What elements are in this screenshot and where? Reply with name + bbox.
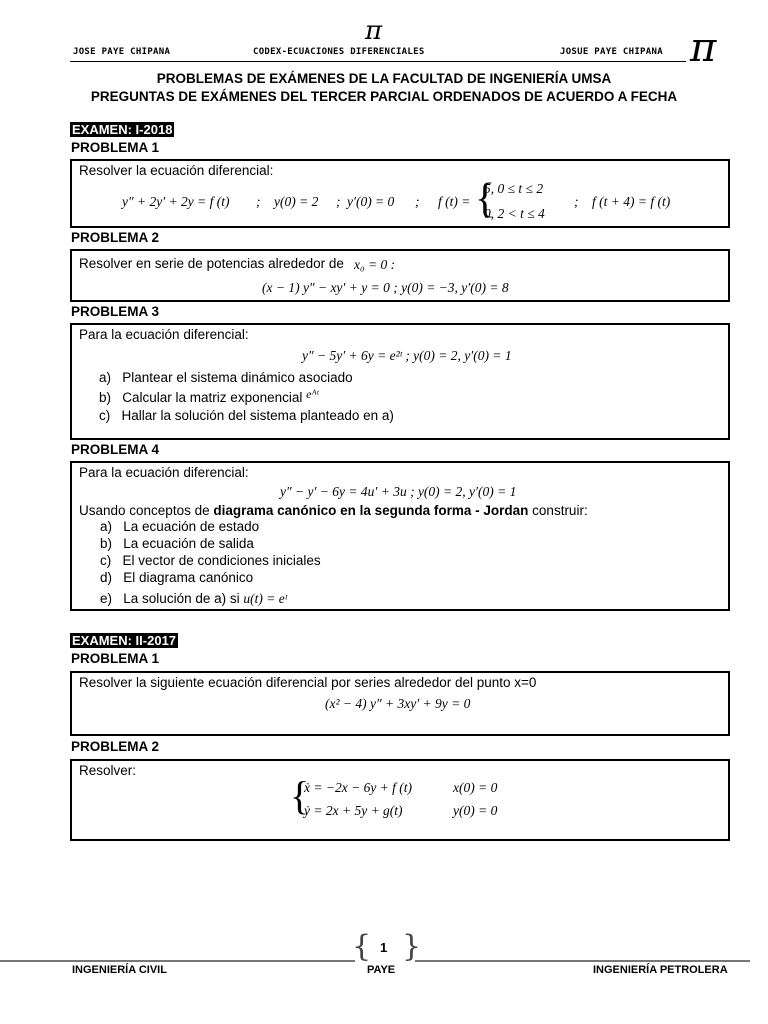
item-text: El vector de condiciones iniciales (122, 553, 321, 568)
item-text: Plantear el sistema dinámico asociado (122, 370, 353, 385)
problem-1-case-2: 0, 2 < t ≤ 4 (484, 206, 545, 221)
problem-4-item-a (100, 519, 259, 534)
problem-3-item-c (99, 408, 394, 423)
bracket-right: } (402, 929, 422, 964)
problem-3-box (70, 323, 730, 440)
problem-1-equation-ii: (x² − 4) y″ + 3xy′ + 9y = 0 (325, 696, 471, 711)
item-label: a) (100, 519, 113, 534)
exam-label-ii-2017: EXAMEN: II-2017 (72, 633, 177, 648)
item-text: La ecuación de salida (123, 536, 254, 551)
item-label: e) (100, 591, 113, 606)
problem-2-ic-2-ii: y(0) = 0 (453, 803, 498, 818)
problem-2-box (70, 249, 730, 302)
problem-1-box (70, 159, 730, 228)
problem-1-text-ii: Resolver la siguiente ecuación diferencial por series alrededor del punto x=0 (79, 675, 537, 690)
problem-2-box-ii (70, 759, 730, 841)
problem-1-heading: PROBLEMA 1 (71, 140, 160, 155)
problem-2-text-ii: Resolver: (79, 763, 137, 778)
item-label: a) (99, 370, 112, 385)
item-label: c) (100, 553, 112, 568)
header-left-author: JOSE PAYE CHIPANA (73, 47, 171, 57)
problem-4-equation: y″ − y′ − 6y = 4u′ + 3u ; y(0) = 2, y′(0) = 1 (280, 484, 517, 499)
item-label: c) (99, 408, 111, 423)
problem-1-ic-1: y(0) = 2 (274, 194, 319, 209)
instruction-bold: diagrama canónico en la segunda forma - Jordan (213, 503, 529, 518)
problem-1-heading-ii: PROBLEMA 1 (71, 651, 160, 666)
item-label: b) (100, 536, 113, 551)
problem-1-sep-4: ; (574, 194, 579, 209)
problem-1-case-1: 5, 0 ≤ t ≤ 2 (484, 181, 544, 196)
footer-rule-right (415, 960, 750, 962)
footer-left: INGENIERÍA CIVIL (72, 964, 167, 976)
footer-center: PAYE (367, 964, 396, 976)
problem-4-text: Para la ecuación diferencial: (79, 465, 249, 480)
page-number: 1 (380, 940, 388, 955)
problem-4-item-d (100, 570, 253, 585)
problem-1-ft-label: f (t) = (438, 194, 471, 209)
footer-rule-left (0, 960, 355, 962)
problem-2-heading-ii: PROBLEMA 2 (71, 739, 160, 754)
bracket-left: { (352, 929, 372, 964)
problem-4-heading: PROBLEMA 4 (71, 442, 160, 457)
problem-3-heading: PROBLEMA 3 (71, 304, 160, 319)
item-text: La solución de a) si (123, 591, 240, 606)
item-text: El diagrama canónico (123, 570, 254, 585)
problem-2-equation-1-ii: ẋ = −2x − 6y + f (t) (304, 780, 413, 795)
problem-2-equation-2-ii: ẏ = 2x + 5y + g(t) (304, 803, 403, 818)
problem-3-text: Para la ecuación diferencial: (79, 327, 249, 342)
exam-label-i-2018: EXAMEN: I-2018 (72, 122, 173, 137)
header-pi-right-icon: π (690, 25, 717, 71)
problem-2-heading: PROBLEMA 2 (71, 230, 160, 245)
page-title-line-1: PROBLEMAS DE EXÁMENES DE LA FACULTAD DE INGENIERÍA UMSA (156, 71, 612, 86)
problem-1-sep-2: ; (336, 194, 341, 209)
item-label: d) (100, 570, 113, 585)
problem-4-item-b (100, 536, 254, 551)
problem-1-equation: y″ + 2y′ + 2y = f (t) (122, 194, 230, 209)
problem-3-item-a (99, 370, 353, 385)
problem-4-box (70, 461, 730, 611)
problem-1-sep-3: ; (415, 194, 420, 209)
problem-2-equation: (x − 1) y″ − xy′ + y = 0 ; y(0) = −3, y′(0) = 8 (262, 280, 509, 295)
header-center-title: CODEX-ECUACIONES DIFERENCIALES (253, 47, 425, 57)
problem-3-equation: y″ − 5y′ + 6y = e²ᵗ ; y(0) = 2, y′(0) = 1 (302, 348, 512, 363)
item-text: Hallar la solución del sistema planteado en a) (121, 408, 394, 423)
header-right-author: JOSUE PAYE CHIPANA (560, 47, 663, 57)
problem-2-brace-ii: { (290, 773, 310, 818)
item-label: b) (99, 390, 112, 405)
problem-2-ic-1-ii: x(0) = 0 (453, 780, 498, 795)
problem-2-text: Resolver en serie de potencias alrededor de (79, 256, 344, 271)
header-rule (70, 61, 686, 62)
header-pi-center-icon: π (365, 16, 383, 46)
page-title-line-2: PREGUNTAS DE EXÁMENES DEL TERCER PARCIAL ORDENADOS DE ACUERDO A FECHA (90, 89, 678, 104)
item-math: u(t) = eᵗ (243, 591, 287, 606)
footer-right: INGENIERÍA PETROLERA (593, 964, 728, 976)
problem-1-sep-1: ; (256, 194, 261, 209)
problem-4-instruction (79, 503, 588, 518)
problem-1-text: Resolver la ecuación diferencial: (79, 163, 274, 178)
problem-1-periodicity: f (t + 4) = f (t) (592, 194, 671, 209)
problem-3-item-b (99, 387, 319, 406)
problem-4-item-c (100, 553, 321, 568)
problem-2-point: x₀ = 0 : (354, 257, 396, 272)
item-text: La ecuación de estado (123, 519, 260, 534)
instruction-suffix: construir: (528, 503, 588, 518)
problem-1-box-ii (70, 671, 730, 736)
item-text: Calcular la matriz exponencial (122, 390, 303, 405)
instruction-prefix: Usando conceptos de (79, 503, 214, 518)
problem-1-ic-2: y′(0) = 0 (347, 194, 395, 209)
problem-4-item-e (100, 591, 287, 607)
footer-page-bracket (352, 929, 422, 964)
item-math: eᴬᵗ (306, 387, 319, 401)
problem-1-brace: { (475, 176, 496, 222)
